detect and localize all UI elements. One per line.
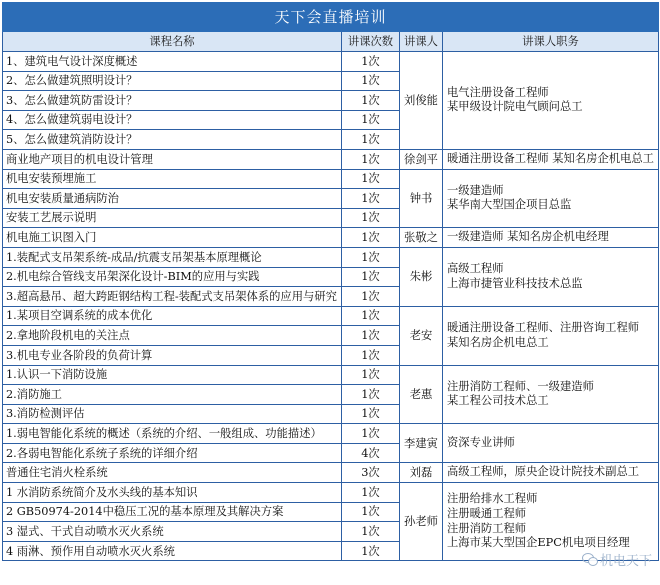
lecturer-title-line: 某华南大型国企项目总监 (447, 198, 572, 212)
table-row (3, 228, 659, 248)
lecturer-title-line: 某工程公司技术总工 (447, 394, 549, 408)
course-name: 1.弱电智能化系统的概述（系统的介绍、一般组成、功能描述） (3, 424, 342, 444)
lecturer-name: 刘俊能 (400, 52, 443, 150)
course-name: 2.消防施工 (3, 385, 342, 405)
course-name: 2、怎么做建筑照明设计？ (3, 71, 342, 91)
table-title: 天下会直播培训 (3, 3, 659, 32)
course-name: 安装工艺展示说明 (3, 208, 342, 228)
course-name: 2.拿地阶段机电的关注点 (3, 326, 342, 346)
course-count: 1次 (342, 287, 400, 307)
table-row (3, 247, 659, 267)
lecturer-title-line: 一级建造师 (447, 183, 504, 197)
lecturer-title-line: 注册消防工程师 (447, 521, 527, 535)
course-count: 1次 (342, 424, 400, 444)
course-count: 1次 (342, 345, 400, 365)
watermark (582, 550, 652, 569)
lecturer-name: 朱彬 (400, 247, 443, 306)
course-count: 1次 (342, 502, 400, 522)
course-name: 1.装配式支吊架系统-成品/抗震支吊架基本原理概论 (3, 247, 342, 267)
lecturer-title-line: 注册暖通工程师 (447, 507, 527, 521)
lecturer-name: 张敬之 (400, 228, 443, 248)
course-name: 1.认识一下消防设施 (3, 365, 342, 385)
course-count: 1次 (342, 385, 400, 405)
course-name: 机电安装预埋施工 (3, 169, 342, 189)
lecturer-name: 李建寅 (400, 424, 443, 463)
course-name: 4 雨淋、预作用自动喷水灭火系统 (3, 541, 342, 561)
course-count: 1次 (342, 522, 400, 542)
lecturer-title-line: 资深专业讲师 (447, 436, 515, 450)
table-row (3, 52, 659, 72)
course-count: 1次 (342, 169, 400, 189)
header-title: 讲课人职务 (443, 32, 659, 52)
lecturer-title (443, 306, 659, 365)
lecturer-title-line: 电气注册设备工程师 (447, 85, 549, 99)
lecturer-title-line: 一级建造师 某知名房企机电经理 (447, 230, 609, 244)
lecturer-name: 老惠 (400, 365, 443, 424)
course-name: 机电施工识图入门 (3, 228, 342, 248)
course-count: 1次 (342, 130, 400, 150)
course-count: 1次 (342, 247, 400, 267)
course-count: 1次 (342, 91, 400, 111)
lecturer-title-line: 暖通注册设备工程师、注册咨询工程师 (447, 320, 640, 334)
lecturer-title-line: 高级工程师 (447, 262, 504, 276)
course-name: 1、建筑电气设计深度概述 (3, 52, 342, 72)
course-count: 1次 (342, 404, 400, 424)
course-name: 2.各弱电智能化系统子系统的详细介绍 (3, 443, 342, 463)
lecturer-title (443, 52, 659, 150)
lecturer-title (443, 463, 659, 483)
course-count: 1次 (342, 306, 400, 326)
lecturer-title (443, 149, 659, 169)
course-count: 1次 (342, 149, 400, 169)
lecturer-title (443, 424, 659, 463)
lecturer-name: 钟书 (400, 169, 443, 228)
lecturer-title (443, 169, 659, 228)
header-count: 讲课次数 (342, 32, 400, 52)
table-row (3, 463, 659, 483)
lecturer-title-line: 上海市某大型国企EPC机电项目经理 (447, 536, 630, 550)
course-count: 3次 (342, 463, 400, 483)
course-name: 3.超高悬吊、超大跨距钢结构工程-装配式支吊架体系的应用与研究 (3, 287, 342, 307)
lecturer-name: 孙老师 (400, 483, 443, 561)
course-count: 1次 (342, 267, 400, 287)
lecturer-title-line: 暖通注册设备工程师 某知名房企机电总工 (447, 151, 654, 165)
header-lecturer: 讲课人 (400, 32, 443, 52)
course-name: 2 GB50974-2014中稳压工况的基本原理及其解决方案 (3, 502, 342, 522)
course-name: 3.机电专业各阶段的负荷计算 (3, 345, 342, 365)
training-table (2, 2, 659, 561)
course-name: 3.消防检测评估 (3, 404, 342, 424)
course-count: 1次 (342, 541, 400, 561)
lecturer-name: 徐剑平 (400, 149, 443, 169)
course-name: 商业地产项目的机电设计管理 (3, 149, 342, 169)
course-count: 1次 (342, 326, 400, 346)
course-name: 1 水消防系统简介及水头线的基本知识 (3, 483, 342, 503)
watermark-text: 机电天下 (599, 554, 652, 569)
lecturer-title-line: 某甲级设计院电气顾问总工 (447, 100, 583, 114)
course-name: 4、怎么做建筑弱电设计？ (3, 110, 342, 130)
lecturer-name: 刘磊 (400, 463, 443, 483)
page (0, 2, 660, 585)
title-row (3, 3, 659, 32)
course-count: 1次 (342, 71, 400, 91)
header-row (3, 32, 659, 52)
table-row (3, 169, 659, 189)
course-count: 1次 (342, 110, 400, 130)
course-name: 机电安装质量通病防治 (3, 189, 342, 209)
course-name: 5、怎么做建筑消防设计？ (3, 130, 342, 150)
lecturer-title (443, 365, 659, 424)
course-count: 4次 (342, 443, 400, 463)
table-row (3, 424, 659, 444)
table-row (3, 149, 659, 169)
lecturer-name: 老安 (400, 306, 443, 365)
lecturer-title (443, 228, 659, 248)
table-row (3, 483, 659, 503)
lecturer-title-line: 上海市捷管业科技技术总监 (447, 276, 583, 290)
course-name: 3、怎么做建筑防雷设计？ (3, 91, 342, 111)
course-name: 1.某项目空调系统的成本优化 (3, 306, 342, 326)
table-row (3, 306, 659, 326)
lecturer-title-line: 某知名房企机电总工 (447, 335, 549, 349)
course-count: 1次 (342, 365, 400, 385)
lecturer-title-line: 注册给排水工程师 (447, 492, 538, 506)
lecturer-title-line: 注册消防工程师、一级建造师 (447, 379, 594, 393)
lecturer-title-line: 高级工程师，原央企设计院技术副总工 (447, 465, 640, 479)
lecturer-title (443, 247, 659, 306)
course-count: 1次 (342, 189, 400, 209)
course-name: 普通住宅消火栓系统 (3, 463, 342, 483)
course-name: 3 湿式、干式自动喷水灭火系统 (3, 522, 342, 542)
course-count: 1次 (342, 483, 400, 503)
wechat-icon (582, 553, 597, 566)
table-row (3, 365, 659, 385)
header-course: 课程名称 (3, 32, 342, 52)
course-name: 2.机电综合管线支吊架深化设计-BIM的应用与实践 (3, 267, 342, 287)
course-count: 1次 (342, 228, 400, 248)
course-count: 1次 (342, 52, 400, 72)
course-count: 1次 (342, 208, 400, 228)
